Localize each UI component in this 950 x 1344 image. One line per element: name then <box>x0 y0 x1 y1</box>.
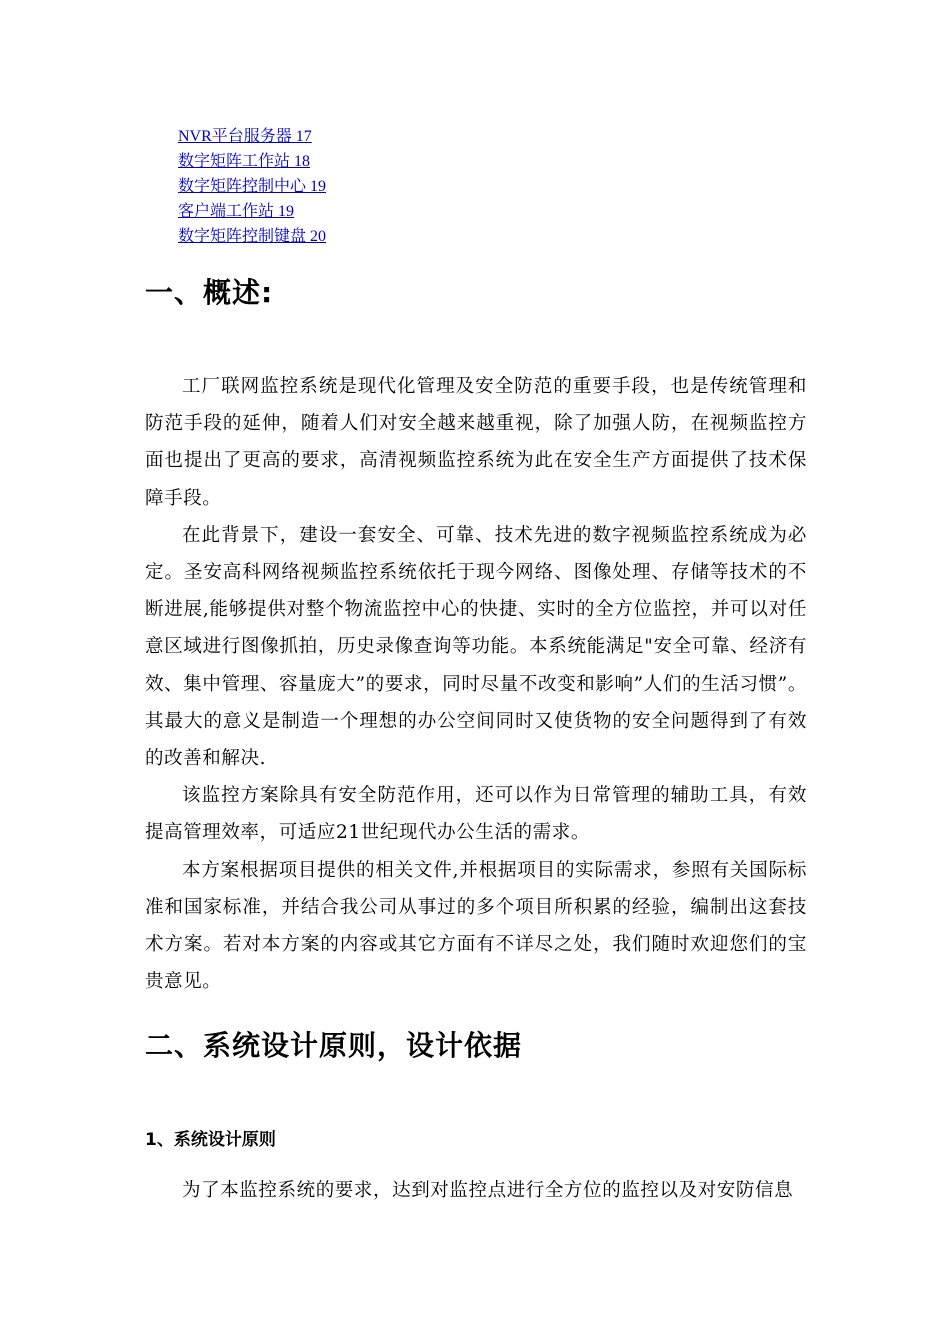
paragraph: 该监控方案除具有安全防范作用，还可以作为日常管理的辅助工具，有效提高管理效率，可适应21世纪现代办公生活的需求。 <box>145 785 807 844</box>
design-principles-body <box>145 1172 807 1209</box>
paragraph: 本方案根据项目提供的相关文件,并根据项目的实际需求，参照有关国际标准和国家标准，并结合我公司从事过的多个项目所积累的经验，编制出这套技术方案。若对本方案的内容或其它方面有不详尽之处，我们随时欢迎您们的宝贵意见。 <box>145 859 807 993</box>
paragraph: 在此背景下，建设一套安全、可靠、技术先进的数字视频监控系统成为必定。圣安高科网络视频监控系统依托于现今网络、图像处理、存储等技术的不断进展,能够提供对整个物流监控中心的快捷、实时的全方位监控，并可以对任意区域进行图像抓拍，历史录像查询等功能。本系统能满足"安全可靠、经济有效、集中管理、容量庞大”的要求，同时尽量不改变和影响”人们的生活习惯”。其最大的意义是制造一个理想的办公空间同时又使货物的安全问题得到了有效的改善和解决. <box>145 524 807 770</box>
toc-link-matrix-workstation[interactable]: 数字矩阵工作站 18 <box>178 153 311 170</box>
subheading-design-principles: 1、系统设计原则 <box>145 1130 276 1150</box>
overview-body <box>145 368 807 1000</box>
table-of-contents <box>178 124 578 249</box>
toc-link-nvr-server[interactable]: NVR平台服务器 17 <box>178 128 312 145</box>
paragraph: 工厂联网监控系统是现代化管理及安全防范的重要手段，也是传统管理和防范手段的延伸，随着人们对安全越来越重视，除了加强人防，在视频监控方面也提出了更高的要求，高清视频监控系统为此在安全生产方面提供了技术保障手段。 <box>145 376 807 509</box>
toc-link-client-workstation[interactable]: 客户端工作站 19 <box>178 203 295 220</box>
toc-link-matrix-control-center[interactable]: 数字矩阵控制中心 19 <box>178 178 327 195</box>
section-heading-design-principles: 二、系统设计原则，设计依据 <box>145 1029 523 1062</box>
toc-link-matrix-keyboard[interactable]: 数字矩阵控制键盘 20 <box>178 228 327 245</box>
paragraph: 为了本监控系统的要求，达到对监控点进行全方位的监控以及对安防信息 <box>182 1180 794 1201</box>
section-heading-overview: 一、概述: <box>145 276 274 309</box>
